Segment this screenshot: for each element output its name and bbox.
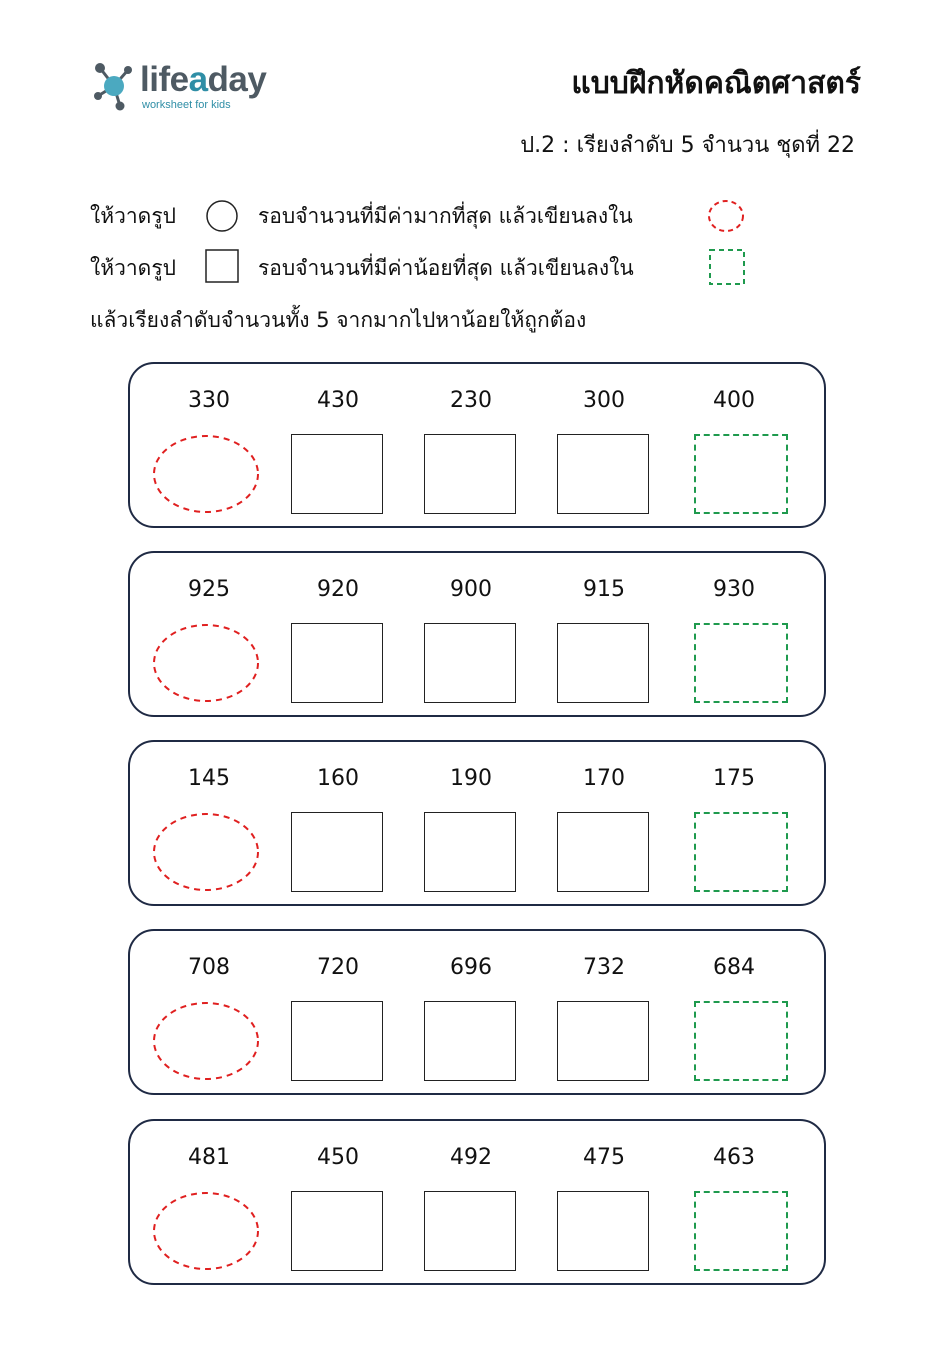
number-label: 492	[450, 1145, 492, 1170]
instruction-text: แล้วเรียงลำดับจำนวนทั้ง 5 จากมากไปหาน้อยให้ถูกต้อง	[90, 308, 587, 332]
answer-box[interactable]	[424, 434, 516, 514]
answer-box[interactable]	[557, 623, 649, 703]
number-label: 696	[450, 955, 492, 980]
number-label: 300	[583, 388, 625, 413]
min-answer-box[interactable]	[694, 812, 788, 892]
answer-box[interactable]	[557, 812, 649, 892]
square-outline-icon	[204, 248, 240, 284]
answer-box[interactable]	[424, 1191, 516, 1271]
instruction-line-max	[90, 196, 770, 232]
answer-box[interactable]	[291, 812, 383, 892]
instruction-text: รอบจำนวนที่มีค่าน้อยที่สุด แล้วเขียนลงใน	[258, 256, 634, 280]
number-label: 330	[188, 388, 230, 413]
answer-box[interactable]	[557, 1001, 649, 1081]
number-label: 430	[317, 388, 359, 413]
problem-row	[128, 551, 826, 717]
answer-box[interactable]	[291, 1191, 383, 1271]
instruction-line-min	[90, 248, 770, 284]
problem-row	[128, 362, 826, 528]
number-label: 925	[188, 577, 230, 602]
number-label: 720	[317, 955, 359, 980]
answer-box[interactable]	[557, 1191, 649, 1271]
green-dashed-square-icon	[708, 248, 746, 286]
number-label: 170	[583, 766, 625, 791]
number-label: 900	[450, 577, 492, 602]
number-label: 481	[188, 1145, 230, 1170]
max-answer-oval[interactable]	[152, 1001, 260, 1081]
logo-tagline: worksheet for kids	[142, 99, 231, 111]
max-answer-oval[interactable]	[152, 623, 260, 703]
max-answer-oval[interactable]	[152, 434, 260, 514]
instruction-prefix: ให้วาดรูป	[90, 256, 176, 280]
problem-row	[128, 1119, 826, 1285]
number-label: 145	[188, 766, 230, 791]
min-answer-box[interactable]	[694, 623, 788, 703]
problem-row	[128, 929, 826, 1095]
answer-box[interactable]	[424, 812, 516, 892]
max-answer-oval[interactable]	[152, 1191, 260, 1271]
problem-row	[128, 740, 826, 906]
instruction-prefix: ให้วาดรูป	[90, 204, 176, 228]
answer-box[interactable]	[424, 1001, 516, 1081]
number-label: 400	[713, 388, 755, 413]
page-subtitle: ป.2 : เรียงลำดับ 5 จำนวน ชุดที่ 22	[520, 133, 855, 158]
number-label: 463	[713, 1145, 755, 1170]
number-label: 920	[317, 577, 359, 602]
number-label: 190	[450, 766, 492, 791]
number-label: 450	[317, 1145, 359, 1170]
red-dashed-circle-icon	[706, 198, 746, 234]
answer-box[interactable]	[291, 623, 383, 703]
instruction-text: รอบจำนวนที่มีค่ามากที่สุด แล้วเขียนลงใน	[258, 204, 633, 228]
number-label: 684	[713, 955, 755, 980]
number-label: 915	[583, 577, 625, 602]
page-title: แบบฝึกหัดคณิตศาสตร์	[571, 66, 861, 101]
min-answer-box[interactable]	[694, 1001, 788, 1081]
max-answer-oval[interactable]	[152, 812, 260, 892]
min-answer-box[interactable]	[694, 434, 788, 514]
circle-outline-icon	[204, 200, 240, 232]
number-label: 175	[713, 766, 755, 791]
molecule-logo-icon	[90, 58, 140, 114]
logo-wordmark: lifeaday	[140, 60, 267, 99]
instruction-line-order	[90, 300, 790, 336]
number-label: 160	[317, 766, 359, 791]
number-label: 230	[450, 388, 492, 413]
answer-box[interactable]	[291, 1001, 383, 1081]
number-label: 475	[583, 1145, 625, 1170]
answer-box[interactable]	[557, 434, 649, 514]
number-label: 930	[713, 577, 755, 602]
number-label: 732	[583, 955, 625, 980]
min-answer-box[interactable]	[694, 1191, 788, 1271]
answer-box[interactable]	[424, 623, 516, 703]
number-label: 708	[188, 955, 230, 980]
lifeaday-logo	[90, 58, 290, 118]
answer-box[interactable]	[291, 434, 383, 514]
